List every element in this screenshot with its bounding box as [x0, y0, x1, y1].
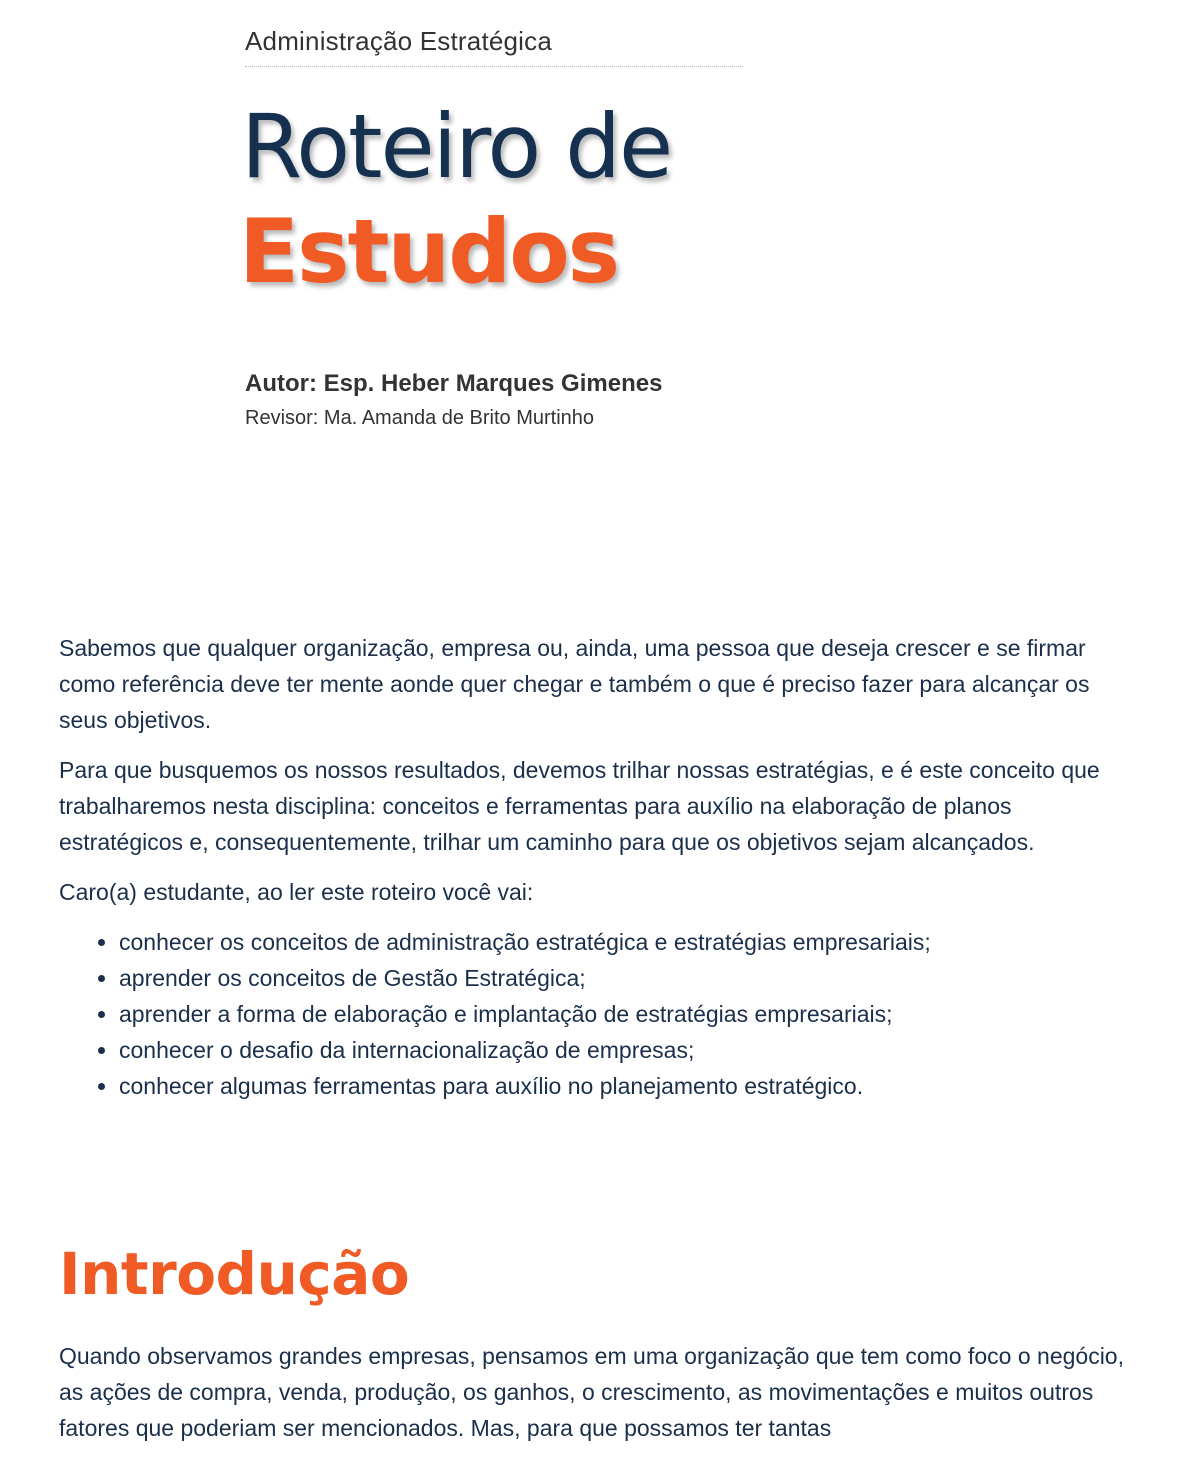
- title-estudos: Estudos: [239, 200, 619, 303]
- paragraph-2: Para que busquemos os nossos resultados, devemos trilhar nossas estratégias, e é este conceito que trabalharemos nesta disciplina: conceitos e ferramentas para auxílio na elaboração de planos estratégicos e, consequentemente, trilhar um caminho para que os objetivos sejam alcançados.: [59, 757, 1100, 855]
- objective-item: • conhecer algumas ferramentas para auxílio no planejamento estratégico.: [119, 1068, 1139, 1104]
- introduction-paragraph: Quando observamos grandes empresas, pensamos em uma organização que tem como foco o negócio, as ações de compra, venda, produção, os ganhos, o crescimento, as movimentações e muitos outros fatores que poderiam ser mencionados. Mas, para que possamos ter tantas: [59, 1343, 1124, 1441]
- course-subject: Administração Estratégica: [245, 26, 743, 67]
- objective-item: • aprender os conceitos de Gestão Estratégica;: [119, 960, 1139, 996]
- objectives-list: [59, 924, 1139, 1104]
- introduction-heading: Introdução: [59, 1240, 410, 1308]
- intro-content: [59, 630, 1139, 1104]
- title-roteiro-de: Roteiro de: [241, 95, 672, 198]
- reviewer-line: Revisor: Ma. Amanda de Brito Murtinho: [245, 407, 595, 429]
- objective-item: • conhecer os conceitos de administração estratégica e estratégias empresariais;: [119, 924, 1139, 960]
- objective-item: • aprender a forma de elaboração e implantação de estratégias empresariais;: [119, 996, 1139, 1032]
- author-line: Autor: Esp. Heber Marques Gimenes: [245, 370, 663, 397]
- paragraph-3: Caro(a) estudante, ao ler este roteiro você vai:: [59, 879, 534, 905]
- paragraph-1: Sabemos que qualquer organização, empresa ou, ainda, uma pessoa que deseja crescer e se firmar como referência deve ter mente aonde quer chegar e também o que é preciso fazer para alcançar os seus objetivos.: [59, 635, 1090, 733]
- objective-item: • conhecer o desafio da internacionalização de empresas;: [119, 1032, 1139, 1068]
